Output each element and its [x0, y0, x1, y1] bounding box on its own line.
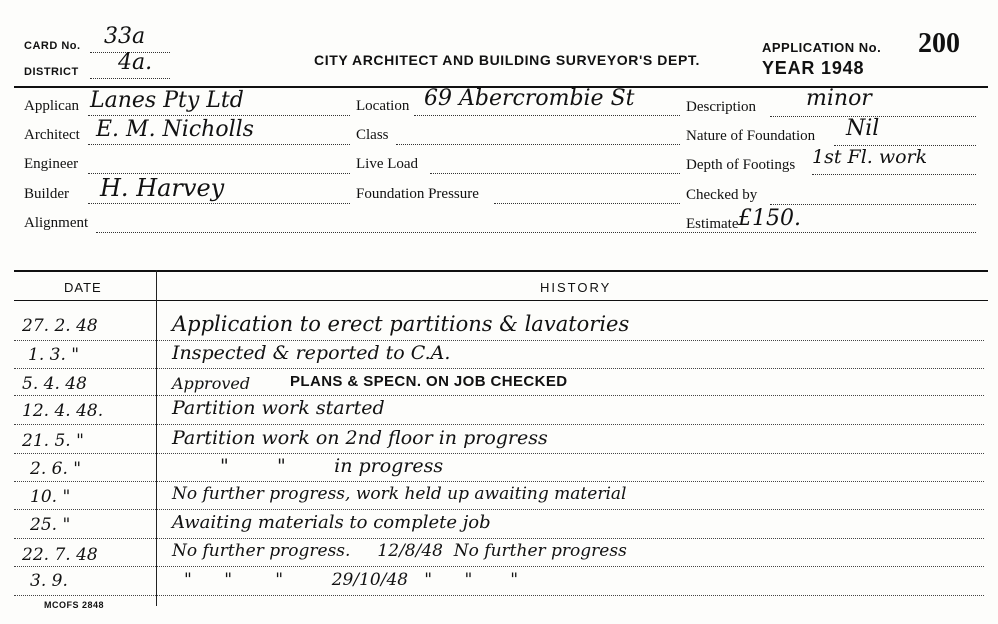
builder-label: Builder [24, 186, 69, 202]
architect-line [88, 144, 350, 145]
architect-label: Architect [24, 127, 80, 143]
history-row-text: " " in progress [220, 455, 444, 477]
date-column-divider [156, 270, 157, 606]
location-label: Location [356, 98, 410, 114]
nature-of-foundation-value: Nil [846, 116, 880, 141]
table-row-line [14, 368, 984, 369]
builder-value: H. Harvey [100, 174, 225, 202]
history-row-text: No further progress. 12/8/48 No further progress [172, 541, 627, 561]
applicant-label: Applican [24, 98, 79, 114]
checked-by-line [770, 204, 976, 205]
depth-of-footings-line [812, 174, 976, 175]
plans-checked-stamp: PLANS & SPECN. ON JOB CHECKED [290, 373, 568, 390]
depth-of-footings-label: Depth of Footings [686, 157, 796, 173]
table-row-line [14, 395, 984, 396]
table-row-line [14, 538, 984, 539]
form-code: MCOFS 2848 [44, 600, 105, 610]
application-number: 200 [918, 28, 960, 59]
history-row-text: Partition work on 2nd floor in progress [172, 427, 548, 449]
history-row-text: Application to erect partitions & lavatories [172, 312, 630, 336]
table-row-line [14, 481, 984, 482]
history-row-date: 2. 6. " [30, 459, 82, 479]
history-row-text: Approved [172, 374, 251, 393]
table-top-border [14, 270, 988, 272]
estimate-label: Estimate [686, 216, 739, 232]
description-value: minor [806, 86, 872, 111]
application-label: APPLICATION No. [762, 40, 882, 55]
live-load-label: Live Load [356, 156, 419, 172]
history-row-date: 12. 4. 48. [22, 401, 104, 421]
estimate-value: £150. [738, 206, 801, 231]
history-row-date: 22. 7. 48 [22, 545, 98, 565]
applicant-value: Lanes Pty Ltd [90, 88, 244, 113]
history-row-text: " " " 29/10/48 " " " [184, 570, 519, 590]
class-label: Class [356, 127, 389, 143]
table-header-divider [14, 300, 988, 301]
live-load-line [430, 173, 680, 174]
history-row-date: 3. 9. [30, 571, 68, 591]
history-column-header: HISTORY [540, 280, 612, 295]
applicant-line [88, 115, 350, 116]
foundation-pressure-line [494, 203, 680, 204]
history-row-date: 1. 3. " [28, 345, 80, 365]
district-label: DISTRICT [24, 66, 79, 78]
foundation-pressure-label: Foundation Pressure [356, 186, 479, 202]
checked-by-label: Checked by [686, 187, 758, 203]
builder-line [88, 203, 350, 204]
history-row-text: Inspected & reported to C.A. [172, 342, 451, 364]
history-row-date: 25. " [30, 515, 71, 535]
description-label: Description [686, 99, 756, 115]
alignment-line [96, 232, 976, 233]
history-row-text: No further progress, work held up awaiting material [172, 484, 627, 504]
class-line [396, 144, 680, 145]
year-label: YEAR 1948 [762, 58, 865, 78]
date-column-header: DATE [64, 280, 102, 295]
department-title: CITY ARCHITECT AND BUILDING SURVEYOR'S DEPT. [314, 52, 700, 68]
architect-value: E. M. Nicholls [96, 117, 254, 142]
table-row-line [14, 509, 984, 510]
depth-of-footings-value: 1st Fl. work [812, 146, 928, 168]
table-row-line [14, 340, 984, 341]
table-row-line [14, 595, 984, 596]
engineer-label: Engineer [24, 156, 79, 172]
card-number-label: CARD No. [24, 40, 81, 52]
location-line [414, 115, 680, 116]
district-value: 4a. [118, 50, 153, 75]
district-line [90, 78, 170, 79]
table-row-line [14, 566, 984, 567]
alignment-label: Alignment [24, 215, 89, 231]
table-row-line [14, 424, 984, 425]
history-row-text: Awaiting materials to complete job [172, 512, 491, 533]
history-row-date: 27. 2. 48 [22, 316, 98, 336]
nature-of-foundation-label: Nature of Foundation [686, 128, 816, 144]
history-row-date: 10. " [30, 487, 71, 507]
history-row-date: 21. 5. " [22, 431, 84, 451]
location-value: 69 Abercrombie St [424, 86, 635, 111]
table-row-line [14, 453, 984, 454]
history-row-text: Partition work started [172, 397, 385, 419]
history-row-date: 5. 4. 48 [22, 374, 87, 394]
card-number-value: 33a [104, 24, 146, 49]
